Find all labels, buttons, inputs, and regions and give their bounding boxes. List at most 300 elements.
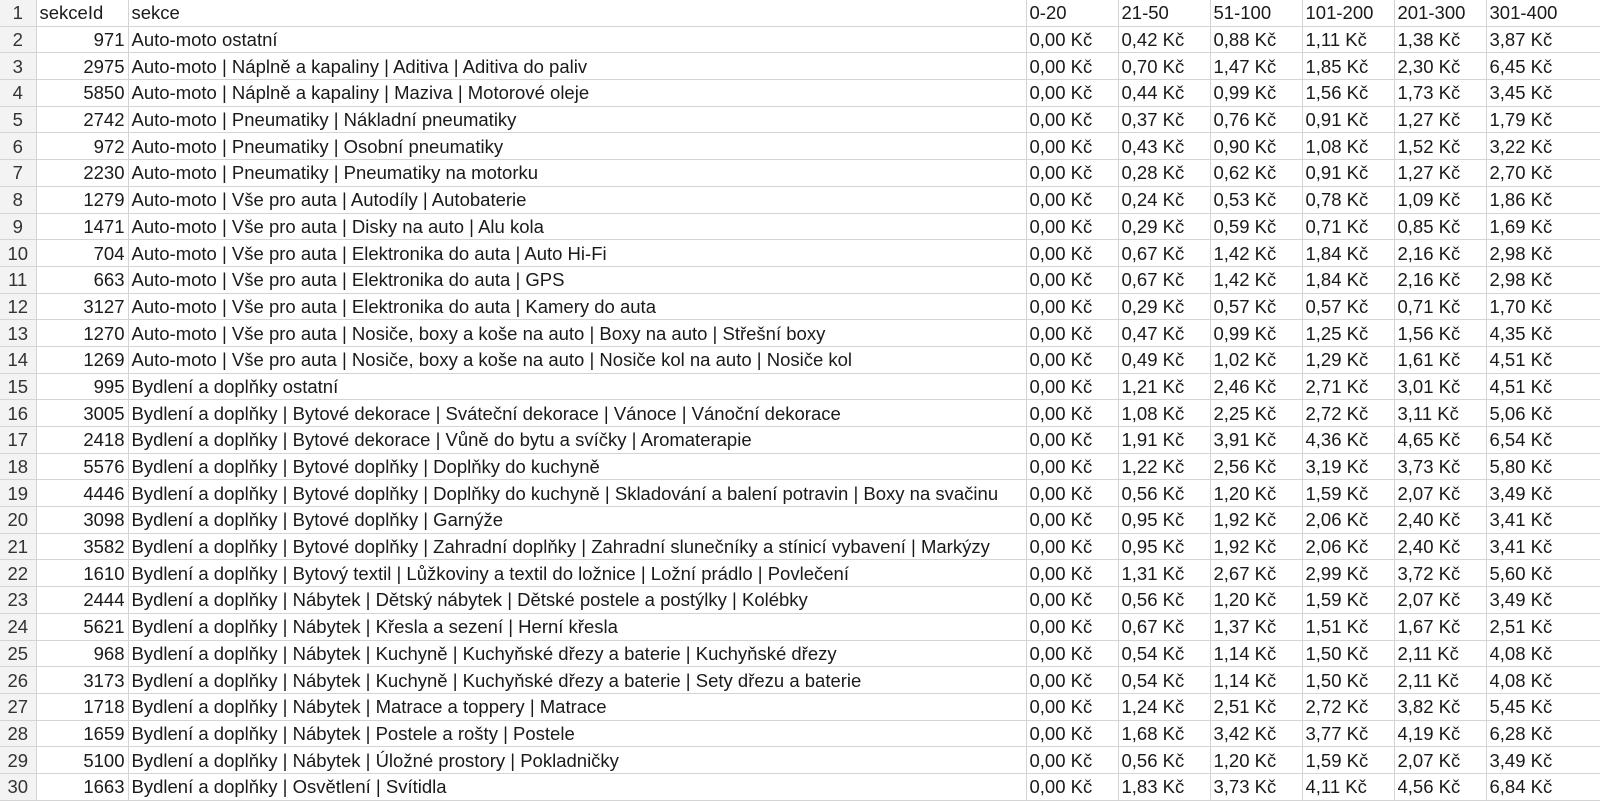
cell-sekce[interactable]: Bydlení a doplňky | Nábytek | Křesla a sezení | Herní křesla: [128, 613, 1026, 640]
cell-price-201-300[interactable]: 1,27 Kč: [1394, 160, 1486, 187]
cell-sekceid[interactable]: 704: [36, 240, 128, 267]
cell-price-51-100[interactable]: 0,99 Kč: [1210, 320, 1302, 347]
cell-price-51-100[interactable]: 0,99 Kč: [1210, 80, 1302, 107]
cell-sekceid[interactable]: 663: [36, 266, 128, 293]
row-number[interactable]: 4: [0, 80, 36, 107]
cell-sekceid[interactable]: 1659: [36, 720, 128, 747]
cell-sekceid[interactable]: 968: [36, 640, 128, 667]
cell-price-101-200[interactable]: 4,36 Kč: [1302, 427, 1394, 454]
cell-price-301-400[interactable]: 5,80 Kč: [1486, 453, 1600, 480]
cell-price-301-400[interactable]: 3,41 Kč: [1486, 507, 1600, 534]
cell-sekce[interactable]: Bydlení a doplňky | Osvětlení | Svítidla: [128, 773, 1026, 800]
table-row: [0, 53, 1600, 80]
row-number[interactable]: 10: [0, 240, 36, 267]
cell-sekce[interactable]: Bydlení a doplňky | Bytové doplňky | Doplňky do kuchyně | Skladování a balení potravin | Boxy na svačinu: [128, 480, 1026, 507]
table-row: [0, 453, 1600, 480]
cell-price-201-300[interactable]: 2,30 Kč: [1394, 53, 1486, 80]
table-row: [0, 587, 1600, 614]
cell-price-21-50[interactable]: 0,95 Kč: [1118, 533, 1210, 560]
cell-price-201-300[interactable]: 2,40 Kč: [1394, 533, 1486, 560]
header-cell-price-201-300[interactable]: 201-300: [1394, 0, 1486, 26]
cell-price-101-200[interactable]: 1,11 Kč: [1302, 26, 1394, 53]
cell-sekce[interactable]: Bydlení a doplňky | Nábytek | Kuchyně | Kuchyňské dřezy a baterie | Sety dřezu a baterie: [128, 667, 1026, 694]
cell-price-301-400[interactable]: 5,45 Kč: [1486, 693, 1600, 720]
cell-price-201-300[interactable]: 4,65 Kč: [1394, 427, 1486, 454]
cell-price-51-100[interactable]: 1,20 Kč: [1210, 747, 1302, 774]
cell-price-101-200[interactable]: 2,71 Kč: [1302, 373, 1394, 400]
cell-sekce[interactable]: Auto-moto | Pneumatiky | Pneumatiky na motorku: [128, 160, 1026, 187]
cell-price-0-20[interactable]: 0,00 Kč: [1026, 613, 1118, 640]
header-cell-price-51-100[interactable]: 51-100: [1210, 0, 1302, 26]
table-row: [0, 400, 1600, 427]
cell-price-301-400[interactable]: 6,28 Kč: [1486, 720, 1600, 747]
cell-price-201-300[interactable]: 3,11 Kč: [1394, 400, 1486, 427]
cell-price-301-400[interactable]: 6,84 Kč: [1486, 773, 1600, 800]
cell-price-0-20[interactable]: 0,00 Kč: [1026, 133, 1118, 160]
cell-price-21-50[interactable]: 0,28 Kč: [1118, 160, 1210, 187]
cell-price-201-300[interactable]: 2,07 Kč: [1394, 587, 1486, 614]
cell-price-21-50[interactable]: 0,42 Kč: [1118, 26, 1210, 53]
cell-price-101-200[interactable]: 1,84 Kč: [1302, 266, 1394, 293]
cell-price-101-200[interactable]: 3,19 Kč: [1302, 453, 1394, 480]
cell-price-201-300[interactable]: 1,52 Kč: [1394, 133, 1486, 160]
table-row: [0, 240, 1600, 267]
cell-price-51-100[interactable]: 0,57 Kč: [1210, 293, 1302, 320]
cell-price-51-100[interactable]: 3,73 Kč: [1210, 773, 1302, 800]
cell-sekceid[interactable]: 1663: [36, 773, 128, 800]
cell-sekce[interactable]: Auto-moto | Vše pro auta | Nosiče, boxy a koše na auto | Boxy na auto | Střešní boxy: [128, 320, 1026, 347]
cell-price-201-300[interactable]: 1,61 Kč: [1394, 346, 1486, 373]
cell-sekce[interactable]: Bydlení a doplňky | Bytové doplňky | Garnýže: [128, 507, 1026, 534]
row-number[interactable]: 29: [0, 747, 36, 774]
cell-sekceid[interactable]: 3005: [36, 400, 128, 427]
cell-price-101-200[interactable]: 0,57 Kč: [1302, 293, 1394, 320]
cell-price-0-20[interactable]: 0,00 Kč: [1026, 667, 1118, 694]
cell-price-301-400[interactable]: 3,22 Kč: [1486, 133, 1600, 160]
cell-price-0-20[interactable]: 0,00 Kč: [1026, 453, 1118, 480]
cell-price-0-20[interactable]: 0,00 Kč: [1026, 747, 1118, 774]
cell-sekce[interactable]: Auto-moto | Vše pro auta | Elektronika do auta | Auto Hi-Fi: [128, 240, 1026, 267]
cell-sekce[interactable]: Auto-moto | Náplně a kapaliny | Maziva | Motorové oleje: [128, 80, 1026, 107]
cell-price-301-400[interactable]: 3,49 Kč: [1486, 480, 1600, 507]
row-number[interactable]: 16: [0, 400, 36, 427]
cell-sekceid[interactable]: 5576: [36, 453, 128, 480]
table-row: [0, 293, 1600, 320]
header-cell-price-21-50[interactable]: 21-50: [1118, 0, 1210, 26]
table-row: [0, 720, 1600, 747]
cell-price-201-300[interactable]: 1,56 Kč: [1394, 320, 1486, 347]
cell-sekce[interactable]: Auto-moto | Vše pro auta | Nosiče, boxy a koše na auto | Nosiče kol na auto | Nosiče kol: [128, 346, 1026, 373]
cell-price-51-100[interactable]: 1,92 Kč: [1210, 533, 1302, 560]
row-number[interactable]: 1: [0, 0, 36, 26]
cell-sekce[interactable]: Auto-moto | Vše pro auta | Elektronika do auta | GPS: [128, 266, 1026, 293]
cell-price-21-50[interactable]: 0,24 Kč: [1118, 186, 1210, 213]
cell-price-51-100[interactable]: 1,37 Kč: [1210, 613, 1302, 640]
row-number[interactable]: 27: [0, 693, 36, 720]
cell-price-51-100[interactable]: 3,42 Kč: [1210, 720, 1302, 747]
table-row: [0, 747, 1600, 774]
cell-price-21-50[interactable]: 1,31 Kč: [1118, 560, 1210, 587]
cell-price-21-50[interactable]: 0,56 Kč: [1118, 480, 1210, 507]
cell-price-101-200[interactable]: 1,08 Kč: [1302, 133, 1394, 160]
cell-price-51-100[interactable]: 2,51 Kč: [1210, 693, 1302, 720]
cell-price-51-100[interactable]: 3,91 Kč: [1210, 427, 1302, 454]
cell-price-101-200[interactable]: 0,78 Kč: [1302, 186, 1394, 213]
cell-sekceid[interactable]: 5100: [36, 747, 128, 774]
cell-price-21-50[interactable]: 0,67 Kč: [1118, 613, 1210, 640]
table-row: [0, 507, 1600, 534]
cell-price-101-200[interactable]: 2,72 Kč: [1302, 400, 1394, 427]
row-number[interactable]: 14: [0, 346, 36, 373]
row-number[interactable]: 18: [0, 453, 36, 480]
table-row: [0, 26, 1600, 53]
cell-price-201-300[interactable]: 3,01 Kč: [1394, 373, 1486, 400]
cell-price-51-100[interactable]: 1,47 Kč: [1210, 53, 1302, 80]
table-row: [0, 186, 1600, 213]
cell-price-101-200[interactable]: 1,59 Kč: [1302, 747, 1394, 774]
table-row: [0, 640, 1600, 667]
cell-price-101-200[interactable]: 0,91 Kč: [1302, 160, 1394, 187]
cell-price-51-100[interactable]: 1,20 Kč: [1210, 480, 1302, 507]
cell-price-201-300[interactable]: 2,16 Kč: [1394, 240, 1486, 267]
cell-sekce[interactable]: Auto-moto | Pneumatiky | Osobní pneumatiky: [128, 133, 1026, 160]
cell-price-21-50[interactable]: 0,70 Kč: [1118, 53, 1210, 80]
cell-price-0-20[interactable]: 0,00 Kč: [1026, 106, 1118, 133]
cell-sekceid[interactable]: 995: [36, 373, 128, 400]
cell-price-0-20[interactable]: 0,00 Kč: [1026, 186, 1118, 213]
cell-price-201-300[interactable]: 2,11 Kč: [1394, 667, 1486, 694]
cell-sekceid[interactable]: 1718: [36, 693, 128, 720]
cell-sekce[interactable]: Bydlení a doplňky | Nábytek | Postele a rošty | Postele: [128, 720, 1026, 747]
cell-sekce[interactable]: Bydlení a doplňky | Bytový textil | Lůžkoviny a textil do ložnice | Ložní prádlo | Povlečení: [128, 560, 1026, 587]
row-number[interactable]: 8: [0, 186, 36, 213]
cell-price-21-50[interactable]: 1,21 Kč: [1118, 373, 1210, 400]
cell-price-51-100[interactable]: 2,25 Kč: [1210, 400, 1302, 427]
cell-sekce[interactable]: Bydlení a doplňky | Bytové dekorace | Sváteční dekorace | Vánoce | Vánoční dekorace: [128, 400, 1026, 427]
cell-price-201-300[interactable]: 1,73 Kč: [1394, 80, 1486, 107]
row-number[interactable]: 3: [0, 53, 36, 80]
cell-price-51-100[interactable]: 2,67 Kč: [1210, 560, 1302, 587]
cell-price-301-400[interactable]: 3,45 Kč: [1486, 80, 1600, 107]
cell-price-301-400[interactable]: 2,70 Kč: [1486, 160, 1600, 187]
cell-price-21-50[interactable]: 0,54 Kč: [1118, 667, 1210, 694]
cell-price-21-50[interactable]: 0,95 Kč: [1118, 507, 1210, 534]
cell-price-201-300[interactable]: 1,27 Kč: [1394, 106, 1486, 133]
row-number[interactable]: 28: [0, 720, 36, 747]
cell-price-51-100[interactable]: 1,42 Kč: [1210, 240, 1302, 267]
cell-price-201-300[interactable]: 1,67 Kč: [1394, 613, 1486, 640]
cell-sekceid[interactable]: 1471: [36, 213, 128, 240]
cell-sekce[interactable]: Auto-moto | Vše pro auta | Disky na auto | Alu kola: [128, 213, 1026, 240]
cell-price-21-50[interactable]: 0,67 Kč: [1118, 240, 1210, 267]
cell-price-51-100[interactable]: 1,42 Kč: [1210, 266, 1302, 293]
cell-price-301-400[interactable]: 1,69 Kč: [1486, 213, 1600, 240]
row-number[interactable]: 13: [0, 320, 36, 347]
cell-price-0-20[interactable]: 0,00 Kč: [1026, 693, 1118, 720]
cell-price-0-20[interactable]: 0,00 Kč: [1026, 587, 1118, 614]
cell-price-201-300[interactable]: 4,56 Kč: [1394, 773, 1486, 800]
row-number[interactable]: 19: [0, 480, 36, 507]
cell-price-101-200[interactable]: 2,06 Kč: [1302, 507, 1394, 534]
cell-sekce[interactable]: Bydlení a doplňky | Nábytek | Matrace a toppery | Matrace: [128, 693, 1026, 720]
cell-price-0-20[interactable]: 0,00 Kč: [1026, 400, 1118, 427]
cell-sekce[interactable]: Bydlení a doplňky | Bytové doplňky | Zahradní doplňky | Zahradní slunečníky a stínicí vybavení | Markýzy: [128, 533, 1026, 560]
cell-price-101-200[interactable]: 1,50 Kč: [1302, 667, 1394, 694]
cell-sekceid[interactable]: 3127: [36, 293, 128, 320]
cell-price-0-20[interactable]: 0,00 Kč: [1026, 320, 1118, 347]
cell-price-21-50[interactable]: 0,29 Kč: [1118, 213, 1210, 240]
cell-price-301-400[interactable]: 1,79 Kč: [1486, 106, 1600, 133]
cell-price-301-400[interactable]: 3,41 Kč: [1486, 533, 1600, 560]
cell-sekce[interactable]: Bydlení a doplňky | Nábytek | Dětský nábytek | Dětské postele a postýlky | Kolébky: [128, 587, 1026, 614]
cell-price-0-20[interactable]: 0,00 Kč: [1026, 373, 1118, 400]
table-row: [0, 427, 1600, 454]
cell-sekceid[interactable]: 1279: [36, 186, 128, 213]
table-row: [0, 160, 1600, 187]
header-cell-price-0-20[interactable]: 0-20: [1026, 0, 1118, 26]
cell-price-21-50[interactable]: 0,37 Kč: [1118, 106, 1210, 133]
cell-price-101-200[interactable]: 1,85 Kč: [1302, 53, 1394, 80]
cell-price-21-50[interactable]: 0,56 Kč: [1118, 587, 1210, 614]
table-row: [0, 373, 1600, 400]
cell-sekce[interactable]: Bydlení a doplňky | Bytové dekorace | Vůně do bytu a svíčky | Aromaterapie: [128, 427, 1026, 454]
cell-price-0-20[interactable]: 0,00 Kč: [1026, 53, 1118, 80]
cell-price-201-300[interactable]: 0,71 Kč: [1394, 293, 1486, 320]
cell-price-101-200[interactable]: 2,99 Kč: [1302, 560, 1394, 587]
row-number[interactable]: 20: [0, 507, 36, 534]
cell-sekceid[interactable]: 2418: [36, 427, 128, 454]
cell-price-301-400[interactable]: 2,98 Kč: [1486, 266, 1600, 293]
cell-price-201-300[interactable]: 3,72 Kč: [1394, 560, 1486, 587]
cell-price-51-100[interactable]: 0,59 Kč: [1210, 213, 1302, 240]
cell-price-0-20[interactable]: 0,00 Kč: [1026, 80, 1118, 107]
table-row: [0, 346, 1600, 373]
cell-price-21-50[interactable]: 1,83 Kč: [1118, 773, 1210, 800]
cell-price-0-20[interactable]: 0,00 Kč: [1026, 720, 1118, 747]
header-row: [0, 0, 1600, 26]
cell-price-101-200[interactable]: 2,72 Kč: [1302, 693, 1394, 720]
cell-price-0-20[interactable]: 0,00 Kč: [1026, 26, 1118, 53]
cell-sekce[interactable]: Bydlení a doplňky | Nábytek | Úložné prostory | Pokladničky: [128, 747, 1026, 774]
cell-price-0-20[interactable]: 0,00 Kč: [1026, 533, 1118, 560]
row-number[interactable]: 7: [0, 160, 36, 187]
cell-price-301-400[interactable]: 3,49 Kč: [1486, 587, 1600, 614]
cell-price-51-100[interactable]: 1,14 Kč: [1210, 640, 1302, 667]
cell-sekceid[interactable]: 2975: [36, 53, 128, 80]
cell-price-21-50[interactable]: 0,43 Kč: [1118, 133, 1210, 160]
row-number[interactable]: 2: [0, 26, 36, 53]
cell-sekceid[interactable]: 1610: [36, 560, 128, 587]
cell-price-51-100[interactable]: 1,20 Kč: [1210, 587, 1302, 614]
header-cell-sekce[interactable]: sekce: [128, 0, 1026, 26]
cell-price-301-400[interactable]: 3,49 Kč: [1486, 747, 1600, 774]
cell-price-101-200[interactable]: 1,25 Kč: [1302, 320, 1394, 347]
row-number[interactable]: 24: [0, 613, 36, 640]
cell-price-21-50[interactable]: 1,08 Kč: [1118, 400, 1210, 427]
cell-sekceid[interactable]: 2230: [36, 160, 128, 187]
table-row: [0, 667, 1600, 694]
cell-price-301-400[interactable]: 5,60 Kč: [1486, 560, 1600, 587]
cell-sekce[interactable]: Auto-moto | Vše pro auta | Autodíly | Autobaterie: [128, 186, 1026, 213]
cell-price-101-200[interactable]: 1,59 Kč: [1302, 587, 1394, 614]
cell-sekce[interactable]: Auto-moto | Vše pro auta | Elektronika do auta | Kamery do auta: [128, 293, 1026, 320]
cell-price-51-100[interactable]: 2,56 Kč: [1210, 453, 1302, 480]
cell-price-201-300[interactable]: 2,40 Kč: [1394, 507, 1486, 534]
cell-price-301-400[interactable]: 4,08 Kč: [1486, 667, 1600, 694]
table-row: [0, 106, 1600, 133]
cell-price-0-20[interactable]: 0,00 Kč: [1026, 293, 1118, 320]
cell-price-0-20[interactable]: 0,00 Kč: [1026, 560, 1118, 587]
cell-sekce[interactable]: Bydlení a doplňky | Bytové doplňky | Doplňky do kuchyně: [128, 453, 1026, 480]
cell-price-51-100[interactable]: 1,02 Kč: [1210, 346, 1302, 373]
cell-price-101-200[interactable]: 1,59 Kč: [1302, 480, 1394, 507]
cell-price-0-20[interactable]: 0,00 Kč: [1026, 346, 1118, 373]
cell-price-301-400[interactable]: 6,45 Kč: [1486, 53, 1600, 80]
cell-sekceid[interactable]: 3173: [36, 667, 128, 694]
cell-price-21-50[interactable]: 0,67 Kč: [1118, 266, 1210, 293]
cell-price-21-50[interactable]: 1,91 Kč: [1118, 427, 1210, 454]
row-number[interactable]: 22: [0, 560, 36, 587]
cell-sekceid[interactable]: 2444: [36, 587, 128, 614]
cell-price-0-20[interactable]: 0,00 Kč: [1026, 427, 1118, 454]
row-number[interactable]: 15: [0, 373, 36, 400]
table-row: [0, 320, 1600, 347]
cell-price-51-100[interactable]: 1,92 Kč: [1210, 507, 1302, 534]
cell-price-101-200[interactable]: 2,06 Kč: [1302, 533, 1394, 560]
cell-price-201-300[interactable]: 0,85 Kč: [1394, 213, 1486, 240]
cell-price-301-400[interactable]: 6,54 Kč: [1486, 427, 1600, 454]
cell-price-21-50[interactable]: 1,22 Kč: [1118, 453, 1210, 480]
cell-price-301-400[interactable]: 2,51 Kč: [1486, 613, 1600, 640]
cell-price-0-20[interactable]: 0,00 Kč: [1026, 507, 1118, 534]
cell-price-301-400[interactable]: 1,86 Kč: [1486, 186, 1600, 213]
cell-sekceid[interactable]: 4446: [36, 480, 128, 507]
cell-sekceid[interactable]: 2742: [36, 106, 128, 133]
cell-price-101-200[interactable]: 1,50 Kč: [1302, 640, 1394, 667]
table-row: [0, 213, 1600, 240]
cell-price-51-100[interactable]: 0,88 Kč: [1210, 26, 1302, 53]
cell-price-0-20[interactable]: 0,00 Kč: [1026, 640, 1118, 667]
cell-price-51-100[interactable]: 0,53 Kč: [1210, 186, 1302, 213]
row-number[interactable]: 17: [0, 427, 36, 454]
table-row: [0, 266, 1600, 293]
cell-price-21-50[interactable]: 0,44 Kč: [1118, 80, 1210, 107]
cell-price-301-400[interactable]: 5,06 Kč: [1486, 400, 1600, 427]
row-number[interactable]: 21: [0, 533, 36, 560]
cell-price-101-200[interactable]: 3,77 Kč: [1302, 720, 1394, 747]
cell-price-201-300[interactable]: 2,07 Kč: [1394, 480, 1486, 507]
cell-price-201-300[interactable]: 2,16 Kč: [1394, 266, 1486, 293]
cell-price-201-300[interactable]: 1,38 Kč: [1394, 26, 1486, 53]
cell-price-201-300[interactable]: 2,07 Kč: [1394, 747, 1486, 774]
cell-price-301-400[interactable]: 1,70 Kč: [1486, 293, 1600, 320]
cell-price-51-100[interactable]: 2,46 Kč: [1210, 373, 1302, 400]
row-number[interactable]: 23: [0, 587, 36, 614]
cell-price-0-20[interactable]: 0,00 Kč: [1026, 213, 1118, 240]
table-row: [0, 773, 1600, 800]
row-number[interactable]: 5: [0, 106, 36, 133]
row-number[interactable]: 12: [0, 293, 36, 320]
cell-price-201-300[interactable]: 3,73 Kč: [1394, 453, 1486, 480]
cell-sekceid[interactable]: 1270: [36, 320, 128, 347]
cell-price-51-100[interactable]: 0,76 Kč: [1210, 106, 1302, 133]
row-number[interactable]: 26: [0, 667, 36, 694]
cell-price-101-200[interactable]: 1,56 Kč: [1302, 80, 1394, 107]
cell-price-0-20[interactable]: 0,00 Kč: [1026, 480, 1118, 507]
cell-price-21-50[interactable]: 0,56 Kč: [1118, 747, 1210, 774]
cell-sekceid[interactable]: 5850: [36, 80, 128, 107]
cell-price-101-200[interactable]: 0,71 Kč: [1302, 213, 1394, 240]
cell-price-0-20[interactable]: 0,00 Kč: [1026, 240, 1118, 267]
table-row: [0, 533, 1600, 560]
cell-sekceid[interactable]: 3582: [36, 533, 128, 560]
cell-price-21-50[interactable]: 0,49 Kč: [1118, 346, 1210, 373]
cell-price-201-300[interactable]: 3,82 Kč: [1394, 693, 1486, 720]
row-number[interactable]: 30: [0, 773, 36, 800]
header-cell-price-301-400[interactable]: 301-400: [1486, 0, 1600, 26]
cell-sekce[interactable]: Bydlení a doplňky | Nábytek | Kuchyně | Kuchyňské dřezy a baterie | Kuchyňské dřezy: [128, 640, 1026, 667]
cell-sekce[interactable]: Auto-moto | Pneumatiky | Nákladní pneumatiky: [128, 106, 1026, 133]
table-row: [0, 693, 1600, 720]
cell-price-51-100[interactable]: 0,90 Kč: [1210, 133, 1302, 160]
row-number[interactable]: 6: [0, 133, 36, 160]
cell-sekce[interactable]: Bydlení a doplňky ostatní: [128, 373, 1026, 400]
cell-sekceid[interactable]: 5621: [36, 613, 128, 640]
cell-sekce[interactable]: Auto-moto ostatní: [128, 26, 1026, 53]
cell-sekce[interactable]: Auto-moto | Náplně a kapaliny | Aditiva | Aditiva do paliv: [128, 53, 1026, 80]
table-row: [0, 133, 1600, 160]
cell-price-301-400[interactable]: 4,51 Kč: [1486, 346, 1600, 373]
cell-price-21-50[interactable]: 1,68 Kč: [1118, 720, 1210, 747]
table-row: [0, 480, 1600, 507]
row-number[interactable]: 25: [0, 640, 36, 667]
cell-price-21-50[interactable]: 1,24 Kč: [1118, 693, 1210, 720]
cell-sekceid[interactable]: 3098: [36, 507, 128, 534]
cell-price-0-20[interactable]: 0,00 Kč: [1026, 266, 1118, 293]
cell-sekceid[interactable]: 971: [36, 26, 128, 53]
cell-price-0-20[interactable]: 0,00 Kč: [1026, 773, 1118, 800]
cell-price-101-200[interactable]: 1,29 Kč: [1302, 346, 1394, 373]
table-row: [0, 613, 1600, 640]
cell-price-101-200[interactable]: 0,91 Kč: [1302, 106, 1394, 133]
cell-price-301-400[interactable]: 3,87 Kč: [1486, 26, 1600, 53]
cell-price-0-20[interactable]: 0,00 Kč: [1026, 160, 1118, 187]
cell-price-51-100[interactable]: 1,14 Kč: [1210, 667, 1302, 694]
cell-price-301-400[interactable]: 4,35 Kč: [1486, 320, 1600, 347]
cell-sekceid[interactable]: 972: [36, 133, 128, 160]
row-number[interactable]: 9: [0, 213, 36, 240]
cell-price-21-50[interactable]: 0,54 Kč: [1118, 640, 1210, 667]
cell-price-201-300[interactable]: 4,19 Kč: [1394, 720, 1486, 747]
cell-price-21-50[interactable]: 0,29 Kč: [1118, 293, 1210, 320]
row-number[interactable]: 11: [0, 266, 36, 293]
cell-price-201-300[interactable]: 2,11 Kč: [1394, 640, 1486, 667]
cell-price-201-300[interactable]: 1,09 Kč: [1394, 186, 1486, 213]
cell-price-101-200[interactable]: 1,51 Kč: [1302, 613, 1394, 640]
cell-sekceid[interactable]: 1269: [36, 346, 128, 373]
header-cell-price-101-200[interactable]: 101-200: [1302, 0, 1394, 26]
cell-price-101-200[interactable]: 4,11 Kč: [1302, 773, 1394, 800]
cell-price-301-400[interactable]: 2,98 Kč: [1486, 240, 1600, 267]
table-row: [0, 80, 1600, 107]
cell-price-301-400[interactable]: 4,08 Kč: [1486, 640, 1600, 667]
header-cell-sekceid[interactable]: sekceId: [36, 0, 128, 26]
table-row: [0, 560, 1600, 587]
cell-price-51-100[interactable]: 0,62 Kč: [1210, 160, 1302, 187]
cell-price-301-400[interactable]: 4,51 Kč: [1486, 373, 1600, 400]
cell-price-101-200[interactable]: 1,84 Kč: [1302, 240, 1394, 267]
cell-price-21-50[interactable]: 0,47 Kč: [1118, 320, 1210, 347]
